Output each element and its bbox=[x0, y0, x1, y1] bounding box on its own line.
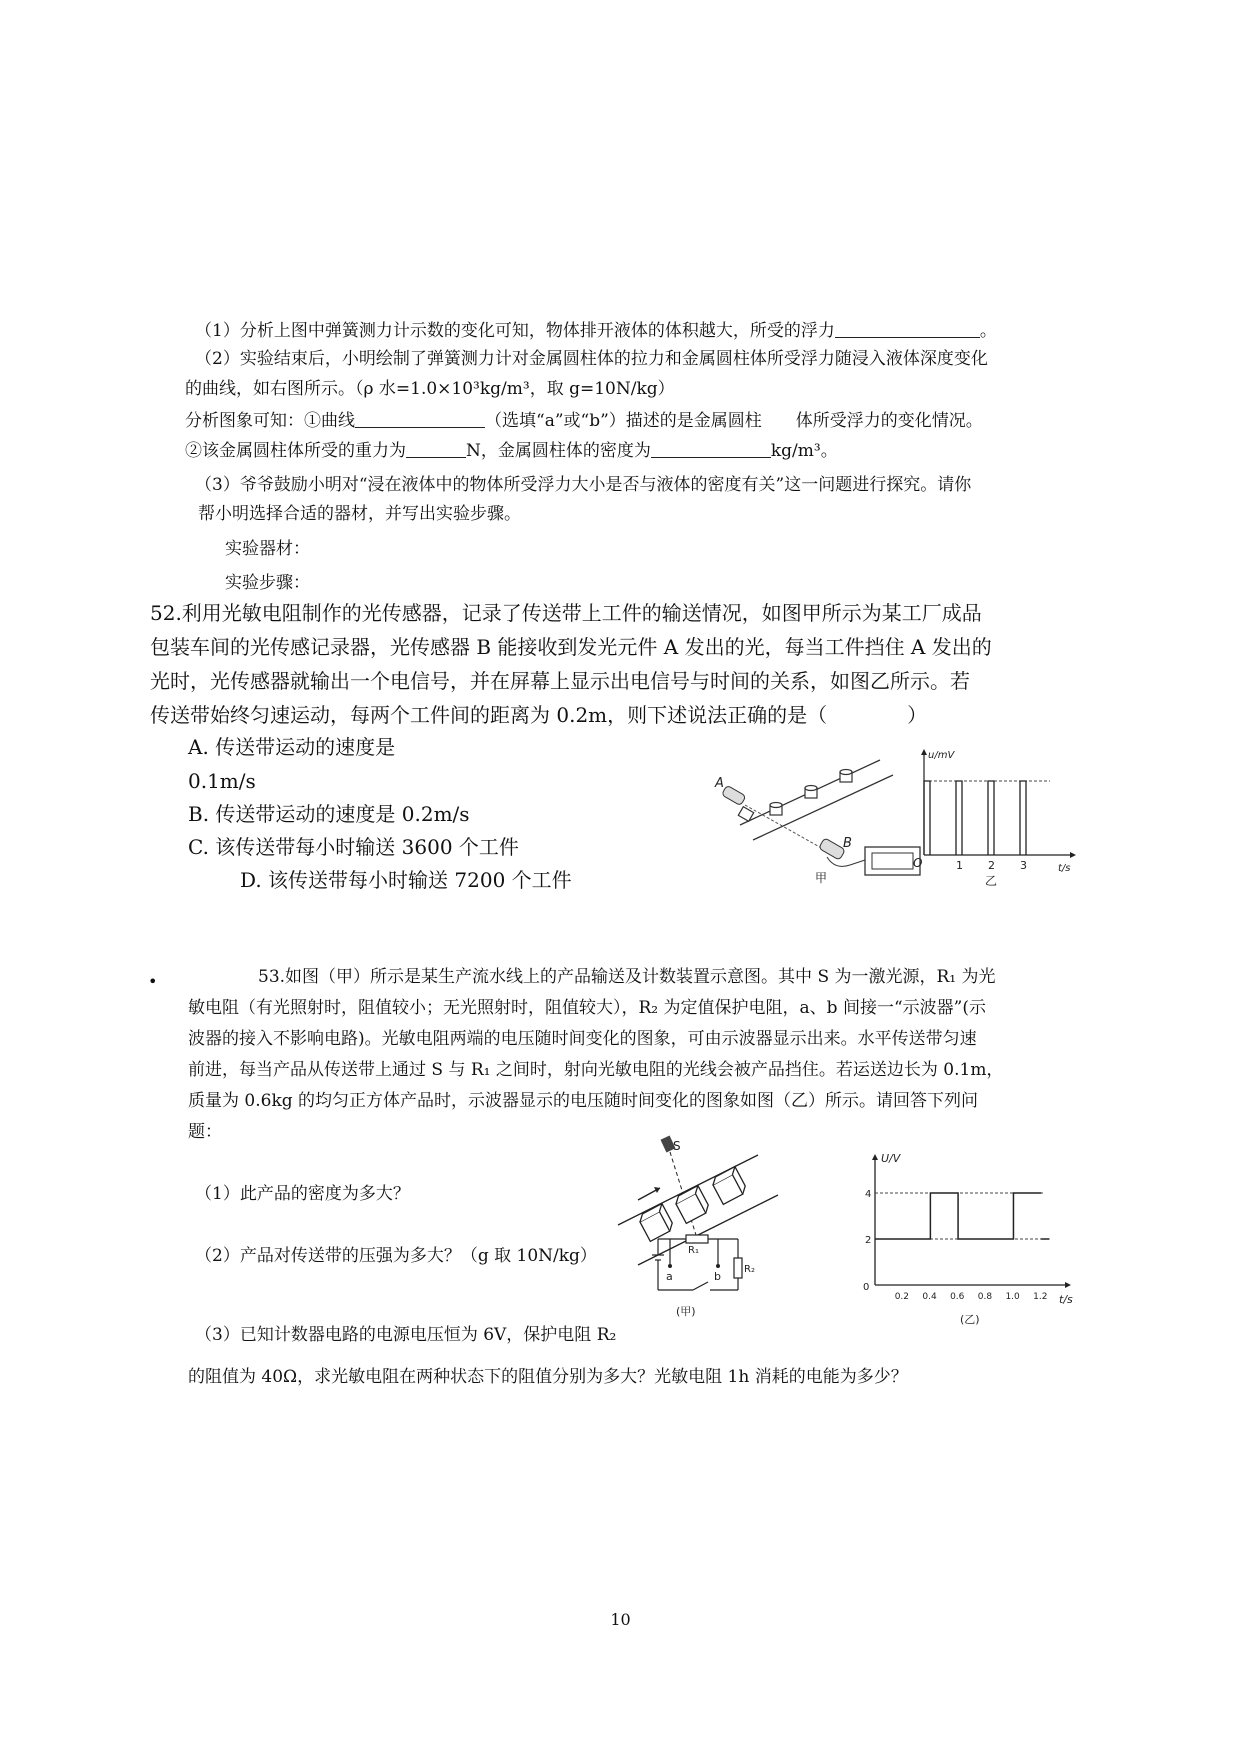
page-number: 10 bbox=[610, 1610, 631, 1629]
x-tick-1: 1 bbox=[956, 859, 963, 872]
caption-yi: 乙 bbox=[985, 874, 998, 888]
pulse-signal-graph bbox=[910, 745, 1080, 888]
x-tick-label: 0.6 bbox=[950, 1292, 965, 1302]
list-bullet: • bbox=[148, 972, 158, 991]
x-tick-label: 1.0 bbox=[1005, 1292, 1020, 1302]
x-tick-label: 0.4 bbox=[922, 1292, 937, 1302]
x-tick-label: 1.2 bbox=[1033, 1292, 1048, 1302]
q53-line5: 质量为 0.6kg 的均匀正方体产品时，示波器显示的电压随时间变化的图象如图（乙）所示。请回答下列问 bbox=[188, 1091, 979, 1111]
answer-blank-weight[interactable] bbox=[406, 441, 466, 458]
origin-label: 0 bbox=[863, 1282, 870, 1293]
q51-part1: （1）分析上图中弹簧测力计示数的变化可知，物体排开液体的体积越大，所受的浮力 。 bbox=[195, 321, 997, 341]
q53-figure-jia bbox=[618, 1130, 818, 1320]
q53-figure-yi bbox=[855, 1150, 1080, 1325]
q51-part3-line2: 帮小明选择合适的器材，并写出实验步骤。 bbox=[198, 504, 521, 524]
counting-device-diagram bbox=[618, 1130, 818, 1320]
q52-line2: 包装车间的光传感记录器，光传感器 B 能接收到发光元件 A 发出的光，每当工件挡住 A 发出的 bbox=[150, 635, 992, 659]
q52-option-d: D. 该传送带每小时输送 7200 个工件 bbox=[240, 868, 572, 892]
y-axis-label: u/mV bbox=[928, 750, 955, 761]
x-tick-label: 0.2 bbox=[894, 1292, 910, 1302]
q53-line1: 53.如图（甲）所示是某生产流水线上的产品输送及计数装置示意图。其中 S 为一激光源，R₁ 为光 bbox=[258, 967, 996, 987]
x-axis-arrow bbox=[1065, 1282, 1071, 1288]
q53-question-1: （1）此产品的密度为多大？ bbox=[195, 1184, 410, 1204]
caption-jia: 甲 bbox=[815, 871, 828, 885]
y-tick-label: 2 bbox=[865, 1235, 872, 1246]
q53-question-2: （2）产品对传送带的压强为多大？（g 取 10N/kg） bbox=[195, 1246, 597, 1266]
q52-line4: 传送带始终匀速运动，每两个工件间的距离为 0.2m，则下述说法正确的是（ ） bbox=[150, 703, 928, 727]
q51-steps-label: 实验步骤： bbox=[225, 573, 310, 593]
x-axis-label: t/s bbox=[1058, 863, 1071, 874]
voltage-series-line bbox=[875, 1193, 1041, 1239]
conveyor-sensor-diagram bbox=[715, 755, 925, 885]
q53-question-3a: （3）已知计数器电路的电源电压恒为 6V，保护电阻 R₂ bbox=[195, 1325, 617, 1345]
label-r2: R₂ bbox=[744, 1264, 755, 1275]
q52-option-a: A. 传送带运动的速度是 bbox=[188, 735, 396, 759]
q51-equipment-label: 实验器材： bbox=[225, 539, 310, 559]
q51-part2-line2: 的曲线，如右图所示。（ρ 水=1.0×10³kg/m³，取 g=10N/kg） bbox=[185, 379, 675, 399]
q53-line4: 前进，每当产品从传送带上通过 S 与 R₁ 之间时，射向光敏电阻的光线会被产品挡住。若运送边长为 0.1m， bbox=[188, 1060, 1004, 1080]
x-axis-label: t/s bbox=[1059, 1293, 1073, 1306]
q52-option-b: B. 传送带运动的速度是 0.2m/s bbox=[188, 802, 470, 826]
q53-line6: 题： bbox=[188, 1122, 222, 1142]
q52-line1: 52.利用光敏电阻制作的光传感器，记录了传送带上工件的输送情况，如图甲所示为某工厂成品 bbox=[150, 601, 982, 625]
origin-label: O bbox=[913, 856, 923, 870]
q52-figure-jia bbox=[715, 755, 925, 885]
q52-line3: 光时，光传感器就输出一个电信号，并在屏幕上显示出电信号与时间的关系，如图乙所示。若 bbox=[150, 669, 970, 693]
q51-part3-line1: （3）爷爷鼓励小明对“浸在液体中的物体所受浮力大小是否与液体的密度有关”这一问题进行探究。请你 bbox=[195, 475, 972, 495]
q53-line3: 波器的接入不影响电路)。光敏电阻两端的电压随时间变化的图象，可由示波器显示出来。水平传送带匀速 bbox=[188, 1029, 977, 1049]
q52-figure-yi bbox=[910, 745, 1080, 888]
label-s: S bbox=[673, 1139, 681, 1153]
answer-blank-curve[interactable] bbox=[355, 411, 485, 428]
answer-blank-buoyancy[interactable] bbox=[835, 321, 980, 338]
voltage-time-chart bbox=[855, 1150, 1080, 1325]
q51-part2-line1: （2）实验结束后，小明绘制了弹簧测力计对金属圆柱体的拉力和金属圆柱体所受浮力随浸入液体深度变化 bbox=[195, 349, 988, 369]
x-tick-label: 0.8 bbox=[977, 1292, 993, 1302]
x-tick-3: 3 bbox=[1020, 859, 1027, 872]
label-a-terminal: a bbox=[666, 1270, 673, 1283]
answer-blank-density[interactable] bbox=[651, 441, 771, 458]
caption-yi: (乙) bbox=[960, 1313, 980, 1326]
label-b-terminal: b bbox=[714, 1270, 721, 1283]
q51-analysis-line2: ②该金属圆柱体所受的重力为 N，金属圆柱体的密度为 kg/m³。 bbox=[185, 441, 838, 461]
q52-option-c: C. 该传送带每小时输送 3600 个工件 bbox=[188, 835, 519, 859]
y-axis-label: U/V bbox=[881, 1152, 901, 1165]
q52-option-a-value: 0.1m/s bbox=[188, 769, 256, 793]
label-a: A bbox=[715, 776, 724, 791]
label-b: B bbox=[843, 836, 852, 851]
y-tick-label: 4 bbox=[865, 1189, 872, 1200]
q51-analysis-line1: 分析图象可知：①曲线 （选填“a”或“b”）描述的是金属圆柱 体所受浮力的变化情况。 bbox=[185, 411, 983, 431]
x-tick-2: 2 bbox=[988, 859, 995, 872]
y-axis-arrow bbox=[872, 1154, 878, 1160]
q53-question-3b: 的阻值为 40Ω，求光敏电阻在两种状态下的阻值分别为多大？光敏电阻 1h 消耗的电能为多少？ bbox=[188, 1367, 908, 1387]
q53-line2: 敏电阻（有光照射时，阻值较小；无光照射时，阻值较大），R₂ 为定值保护电阻，a、b 间接一“示波器”(示 bbox=[188, 998, 986, 1018]
caption-jia: (甲) bbox=[676, 1305, 696, 1318]
label-r1: R₁ bbox=[688, 1245, 699, 1256]
